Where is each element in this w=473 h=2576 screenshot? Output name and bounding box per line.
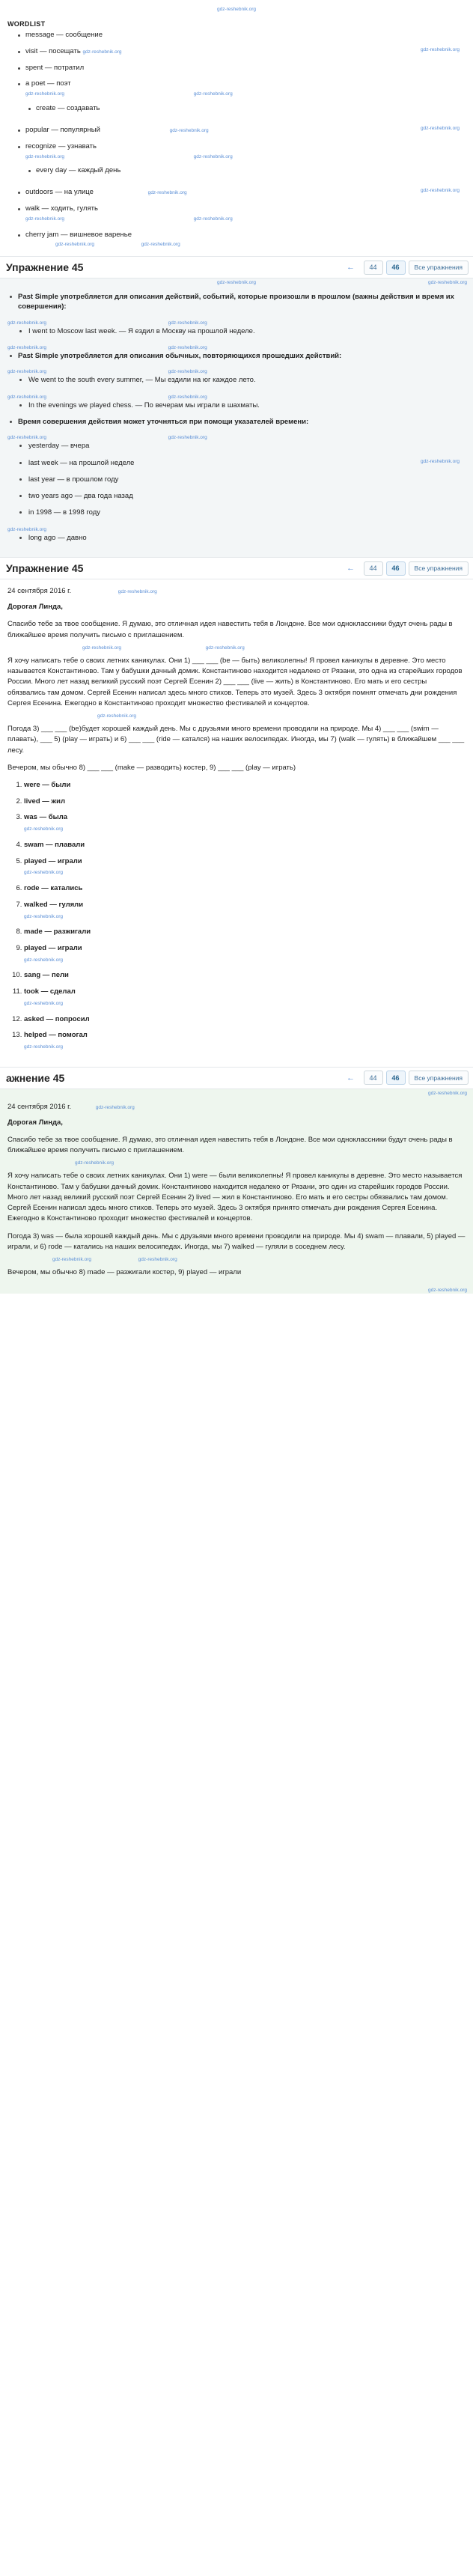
watermark-inline: gdz-reshebnik.org bbox=[24, 913, 64, 919]
prev-arrow-icon[interactable]: ← bbox=[347, 1073, 355, 1083]
watermark-inline: gdz-reshebnik.org bbox=[25, 153, 65, 159]
exercise-title: ажнение 45 bbox=[6, 1071, 65, 1084]
watermark-inline: gdz-reshebnik.org bbox=[168, 394, 207, 400]
watermark-inline: gdz-reshebnik.org bbox=[24, 957, 64, 963]
time-marker: long ago — давно bbox=[7, 533, 466, 543]
time-marker: in 1998 — в 1998 году bbox=[7, 508, 466, 517]
rule-example: In the evenings we played chess. — По вечерам мы играли в шахматы. bbox=[7, 401, 466, 410]
page-button-46[interactable]: 46 bbox=[386, 261, 406, 275]
rules-block bbox=[0, 278, 473, 557]
wordlist bbox=[0, 31, 473, 256]
rule-text: Время совершения действия может уточняться при помощи указателей времени: bbox=[18, 417, 309, 426]
letter-paragraph-2: Я хочу написать тебе о своих летних каникулах. Они 1) ___ ___ (be — быть) великолепны! Я провел каникулы в деревне. Это место называется Константиново. Там у бабушки дачный домик. Константиново находится недалеко от Рязани, это одна из старейших городов России. Много лет назад великий русский поэт Сергей Есенин 2) ___ ___ (live — жить) в Константиново. Его мать и его сестры обязвались там домом. Сергей Есенин написал здесь много стихов. Теперь это музей. Здесь 3 октября помнят отмечать дни рождения Сергея Есенина. Ежегодно в Константиново проходит множество фестивалей и концертов. bbox=[7, 656, 463, 707]
time-marker: last week — на прошлой неделе gdz-reshebnik.org bbox=[7, 458, 466, 468]
list-item bbox=[25, 188, 466, 204]
rule-text: Past Simple употребляется для описания действий, событий, которые произошли в прошлом (важны действия и время их совершения): bbox=[18, 293, 454, 311]
rule-item bbox=[7, 417, 466, 427]
watermark-inline: gdz-reshebnik.org bbox=[168, 369, 207, 375]
watermark-inline: gdz-reshebnik.org bbox=[420, 46, 460, 52]
watermark-inline: gdz-reshebnik.org bbox=[25, 91, 65, 97]
all-exercises-button[interactable]: Все упражнения bbox=[409, 261, 469, 275]
list-item: 12. asked — попросил bbox=[24, 1014, 466, 1026]
list-item bbox=[25, 31, 466, 47]
all-exercises-button[interactable]: Все упражнения bbox=[409, 561, 469, 576]
watermark-inline: gdz-reshebnik.org bbox=[24, 1000, 64, 1006]
watermark-inline: gdz-reshebnik.org bbox=[97, 713, 137, 719]
watermark-inline: gdz-reshebnik.org bbox=[24, 1044, 64, 1050]
watermark-inline: gdz-reshebnik.org bbox=[7, 369, 47, 375]
exercise-pager bbox=[341, 261, 469, 275]
watermark-inline: gdz-reshebnik.org bbox=[193, 91, 233, 97]
page-button-44[interactable]: 44 bbox=[364, 561, 383, 576]
list-item bbox=[25, 47, 466, 64]
list-item: 2. lived — жил bbox=[24, 797, 466, 808]
page-button-46[interactable]: 46 bbox=[386, 561, 406, 576]
exercise-header-top bbox=[0, 256, 473, 278]
watermark-inline: gdz-reshebnik.org bbox=[168, 435, 207, 441]
prev-arrow-icon[interactable]: ← bbox=[347, 564, 355, 573]
watermark-inline: gdz-reshebnik.org bbox=[216, 280, 257, 286]
list-item bbox=[25, 204, 466, 231]
letter-paragraph-4: Вечером, мы обычно 8) ___ ___ (make — разводить) костер, 9) ___ ___ (play — играть) bbox=[7, 763, 296, 772]
list-item: 5. played — играли gdz-reshebnik.org bbox=[24, 856, 466, 878]
watermark-inline: gdz-reshebnik.org bbox=[427, 280, 467, 286]
watermark-inline: gdz-reshebnik.org bbox=[55, 242, 95, 248]
wordlist-term: walk — ходить, гулять bbox=[25, 204, 98, 213]
wordlist-term: popular — популярный bbox=[25, 125, 100, 134]
final-paragraph-2: Я хочу написать тебе о своих летних каникулах. Они 1) were — были великолепны! Я провел каникулы в деревне. Это место называется Константиново. Там у бабушки дачный домик. Константиново находится недалеко от Рязани, это один из старейших городов России. Много лет назад великий русский поэт Сергей Есенин 2) lived — жил в Константиново. Его мать и его сестры обязвались там домом. Сергей Есенин написал здесь много стихов. Теперь это музей. Здесь 3 октября принято отмечать дни рождения Сергея Есенина. Ежегодно в Константиново проходит множество фестивалей и концертов. bbox=[7, 1172, 463, 1223]
letter-date: 24 сентября 2016 г. gdz-reshebnik.org bbox=[7, 587, 157, 596]
list-item bbox=[36, 166, 466, 181]
exercise-pager bbox=[341, 1071, 469, 1085]
letter-paragraph-3: Погода 3) ___ ___ (be)будет хорошей каждый день. Мы с друзьями много времени проводили на природе. Мы 4) ___ ___ (swim — плавать), ___ 5) (play — играть) и 6) ___ ___ (ride — катался) на наших велосипедах. Иногда, мы 7) (walk — гулять) в ближайшем ___ ___ лесу. bbox=[7, 725, 465, 755]
list-item bbox=[36, 104, 466, 119]
list-item bbox=[25, 126, 466, 142]
rule-text: Past Simple употребляется для описания обычных, повторяющихся прошедших действий: bbox=[18, 352, 342, 361]
exercise-header-middle bbox=[0, 557, 473, 579]
wordlist-term: every day — каждый день bbox=[36, 166, 121, 175]
watermark-inline: gdz-reshebnik.org bbox=[168, 345, 207, 351]
letter-greeting: Дорогая Линда, bbox=[7, 603, 63, 612]
rule-example: We went to the south every summer, — Мы ездили на юг каждое лето. bbox=[7, 375, 466, 385]
watermark-inline: gdz-reshebnik.org bbox=[168, 320, 207, 326]
wordlist-term: message — сообщение bbox=[25, 31, 103, 39]
list-item: 4. swam — плавали bbox=[24, 840, 466, 851]
final-paragraph-3: Погода 3) was — была хорошей каждый день. Мы с друзьями много времени проводили на природе. Мы 4) swam — плавали, 5) played — играли, и 6) rode — катались на наших велосипедах. Иногда, мы 7) walked — гуляли в соседнем лесу. bbox=[7, 1231, 466, 1251]
letter-task-block bbox=[0, 579, 473, 1067]
watermark-inline: gdz-reshebnik.org bbox=[193, 216, 233, 222]
list-item: 3. was — была gdz-reshebnik.org bbox=[24, 812, 466, 834]
watermark-inline: gdz-reshebnik.org bbox=[7, 345, 47, 351]
letter-date: 24 сентября 2016 г. gdz-reshebnik.org bbox=[7, 1102, 135, 1111]
final-letter-block bbox=[0, 1089, 473, 1294]
list-item: 8. made — разжигали bbox=[24, 927, 466, 938]
watermark-inline: gdz-reshebnik.org bbox=[169, 127, 209, 133]
list-item bbox=[25, 64, 466, 80]
watermark-inline: gdz-reshebnik.org bbox=[138, 1257, 177, 1263]
time-marker: two years ago — два года назад bbox=[7, 491, 466, 501]
watermark-inline: gdz-reshebnik.org bbox=[420, 188, 460, 194]
watermark-inline: gdz-reshebnik.org bbox=[75, 1160, 115, 1166]
wordlist-term: outdoors — на улице bbox=[25, 188, 94, 197]
exercise-header-bottom bbox=[0, 1067, 473, 1089]
page-title: WORDLIST bbox=[7, 20, 46, 28]
rule-item bbox=[7, 292, 466, 312]
list-item: 10. sang — пели bbox=[24, 970, 466, 981]
watermark-inline: gdz-reshebnik.org bbox=[82, 49, 122, 55]
list-item: 6. rode — катались bbox=[24, 883, 466, 895]
watermark-inline: gdz-reshebnik.org bbox=[7, 435, 47, 441]
watermark-inline: gdz-reshebnik.org bbox=[141, 242, 180, 248]
watermark-top: gdz-reshebnik.org bbox=[216, 7, 257, 12]
wordlist-term: recognize — узнавать bbox=[25, 141, 97, 150]
watermark-inline: gdz-reshebnik.org bbox=[427, 1090, 467, 1096]
final-paragraph-4: Вечером, мы обычно 8) made — разжигали костер, 9) played — играли gdz-reshebnik.org bbox=[7, 1268, 467, 1293]
wordlist-term: visit — посещать bbox=[25, 46, 81, 55]
list-item bbox=[25, 142, 466, 188]
list-item: 7. walked — гуляли gdz-reshebnik.org bbox=[24, 900, 466, 922]
list-item: 13. helped — помогал gdz-reshebnik.org bbox=[24, 1030, 466, 1052]
watermark-inline: gdz-reshebnik.org bbox=[52, 1257, 92, 1263]
watermark-inline: gdz-reshebnik.org bbox=[82, 645, 122, 651]
wordlist-term: a poet — поэт bbox=[25, 79, 71, 88]
page-button-44[interactable]: 44 bbox=[364, 261, 383, 275]
wordlist-term: create — создавать bbox=[36, 104, 100, 113]
watermark-inline: gdz-reshebnik.org bbox=[24, 870, 64, 876]
list-item bbox=[25, 231, 466, 257]
watermark-inline: gdz-reshebnik.org bbox=[7, 394, 47, 400]
rule-example: I went to Moscow last week. — Я ездил в Москву на прошлой неделе. bbox=[7, 326, 466, 336]
page-button-46[interactable]: 46 bbox=[386, 1071, 406, 1085]
watermark-inline: gdz-reshebnik.org bbox=[420, 125, 460, 131]
watermark-inline: gdz-reshebnik.org bbox=[118, 589, 157, 595]
list-item: 11. took — сделал gdz-reshebnik.org bbox=[24, 987, 466, 1008]
exercise-pager bbox=[341, 561, 469, 576]
rule-item bbox=[7, 351, 466, 361]
all-exercises-button[interactable]: Все упражнения bbox=[409, 1071, 469, 1085]
exercise-title: Упражнение 45 bbox=[6, 562, 84, 575]
watermark-inline: gdz-reshebnik.org bbox=[7, 320, 47, 326]
watermark-inline: gdz-reshebnik.org bbox=[205, 645, 245, 651]
list-item: 1. were — были bbox=[24, 780, 466, 791]
letter-paragraph-1: Спасибо тебе за твое сообщение. Я думаю, это отличная идея навестить тебя в Лондоне. Все мои однокласcники будут очень рады в ближайшее время получить письмо с приглашением. bbox=[7, 620, 453, 639]
list-item: 9. played — играли gdz-reshebnik.org bbox=[24, 943, 466, 965]
time-marker: yesterday — вчера bbox=[7, 441, 466, 451]
watermark-inline: gdz-reshebnik.org bbox=[147, 190, 187, 196]
final-paragraph-1: Спасибо тебе за твое сообщение. Я думаю, это отличная идея навестить тебя в Лондоне. Все мои одноклассники будут очень рады в ближайшее время получить письмо с приглашением. bbox=[7, 1135, 453, 1155]
watermark-inline: gdz-reshebnik.org bbox=[25, 216, 65, 222]
page-button-44[interactable]: 44 bbox=[364, 1071, 383, 1085]
exercise-title: Упражнение 45 bbox=[6, 261, 84, 274]
wordlist-term: spent — потратил bbox=[25, 63, 85, 72]
list-item bbox=[25, 79, 466, 125]
watermark-inline: gdz-reshebnik.org bbox=[193, 153, 233, 159]
watermark-inline: gdz-reshebnik.org bbox=[24, 826, 64, 832]
answers-list bbox=[7, 780, 466, 1053]
watermark-inline: gdz-reshebnik.org bbox=[7, 526, 47, 532]
watermark-inline: gdz-reshebnik.org bbox=[427, 1287, 467, 1293]
prev-arrow-icon[interactable]: ← bbox=[347, 263, 355, 272]
wordlist-term: cherry jam — вишневое варенье bbox=[25, 230, 132, 239]
watermark-inline: gdz-reshebnik.org bbox=[420, 458, 460, 464]
time-marker: last year — в прошлом году bbox=[7, 475, 466, 484]
watermark-inline: gdz-reshebnik.org bbox=[95, 1104, 135, 1110]
letter-greeting: Дорогая Линда, bbox=[7, 1118, 63, 1127]
